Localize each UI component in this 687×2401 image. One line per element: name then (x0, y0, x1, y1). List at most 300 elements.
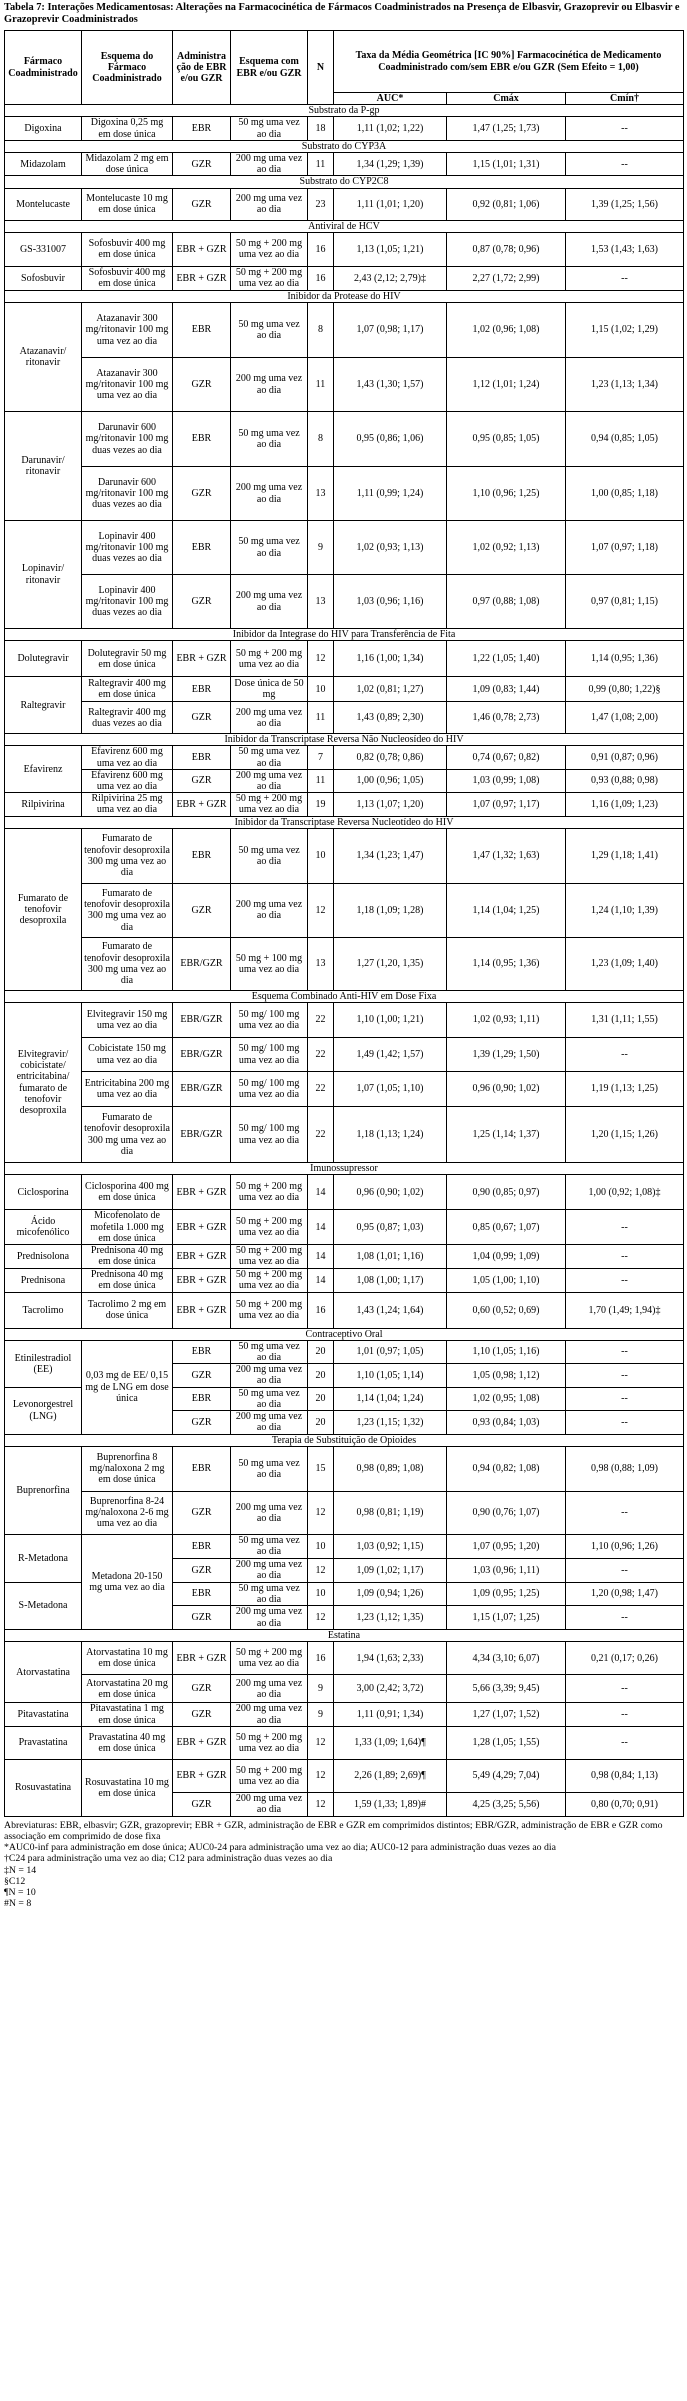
cell-ebr-regimen: 200 mg uma vez ao dia (231, 575, 308, 629)
cell-admin: GZR (173, 1491, 231, 1534)
cell-admin: GZR (173, 1703, 231, 1726)
section-header: Inibidor da Protease do HIV (5, 290, 684, 302)
table-row (5, 793, 684, 816)
cell-admin: EBR + GZR (173, 1642, 231, 1675)
section-header: Inibidor da Transcriptase Reversa Nucleotídeo do HIV (5, 816, 684, 828)
cell-drug: Atorvastatina (5, 1642, 82, 1703)
cell-regimen: Prednisona 40 mg em dose única (82, 1268, 173, 1292)
cell-n: 11 (308, 358, 334, 412)
cell-drug: Digoxina (5, 117, 82, 140)
cell-admin: GZR (173, 575, 231, 629)
cell-cmax: 0,74 (0,67; 0,82) (447, 746, 566, 769)
cell-ebr-regimen: 200 mg uma vez ao dia (231, 1558, 308, 1582)
cell-n: 22 (308, 1003, 334, 1038)
cell-n: 12 (308, 641, 334, 677)
cell-auc: 2,43 (2,12; 2,79)‡ (334, 266, 447, 290)
cell-regimen: Fumarato de tenofovir desoproxila 300 mg uma vez ao dia (82, 937, 173, 990)
cell-n: 12 (308, 1726, 334, 1759)
cell-auc: 1,13 (1,07; 1,20) (334, 793, 447, 816)
cell-auc: 1,11 (1,02; 1,22) (334, 117, 447, 140)
table-row (5, 1175, 684, 1210)
cell-n: 7 (308, 746, 334, 769)
cell-n: 22 (308, 1038, 334, 1072)
cell-drug: Buprenorfina (5, 1446, 82, 1534)
cell-cmin: -- (566, 1726, 684, 1759)
cell-ebr-regimen: 200 mg uma vez ao dia (231, 1792, 308, 1816)
cell-regimen: Buprenorfina 8-24 mg/naloxona 2-6 mg uma vez ao dia (82, 1491, 173, 1534)
header-ebr-regimen: Esquema com EBR e/ou GZR (231, 31, 308, 105)
header-regimen: Esquema do Fármaco Coadministrado (82, 31, 173, 105)
cell-cmax: 0,93 (0,84; 1,03) (447, 1411, 566, 1434)
document-page (4, 0, 683, 1909)
cell-cmin: -- (566, 117, 684, 140)
cell-admin: EBR (173, 303, 231, 358)
cell-admin: EBR + GZR (173, 1210, 231, 1245)
cell-auc: 1,18 (1,09; 1,28) (334, 883, 447, 937)
table-row (5, 937, 684, 990)
cell-drug: S-Metadona (5, 1582, 82, 1629)
cell-ebr-regimen: 50 mg + 200 mg uma vez ao dia (231, 1210, 308, 1245)
cell-admin: EBR + GZR (173, 1175, 231, 1210)
footnote: ¶N = 10 (4, 1886, 36, 1898)
cell-cmax: 1,28 (1,05; 1,55) (447, 1726, 566, 1759)
cell-cmax: 1,05 (1,00; 1,10) (447, 1268, 566, 1292)
cell-admin: EBR (173, 117, 231, 140)
cell-auc: 0,82 (0,78; 0,86) (334, 746, 447, 769)
cell-drug: Elvitegravir/ cobicistate/ entricitabina/ fumarato de tenofovir desoproxila (5, 1003, 82, 1163)
cell-n: 20 (308, 1387, 334, 1410)
cell-ebr-regimen: 50 mg uma vez ao dia (231, 521, 308, 575)
cell-drug: GS-331007 (5, 232, 82, 266)
cell-cmax: 1,39 (1,29; 1,50) (447, 1038, 566, 1072)
cell-ebr-regimen: 50 mg + 200 mg uma vez ao dia (231, 1245, 308, 1268)
cell-cmax: 1,14 (1,04; 1,25) (447, 883, 566, 937)
cell-cmin: 1,16 (1,09; 1,23) (566, 793, 684, 816)
cell-ebr-regimen: 50 mg + 200 mg uma vez ao dia (231, 266, 308, 290)
cell-admin: EBR (173, 677, 231, 702)
cell-ebr-regimen: 200 mg uma vez ao dia (231, 883, 308, 937)
cell-n: 9 (308, 521, 334, 575)
cell-auc: 1,02 (0,81; 1,27) (334, 677, 447, 702)
cell-regimen: Atorvastatina 10 mg em dose única (82, 1642, 173, 1675)
cell-auc: 0,95 (0,86; 1,06) (334, 412, 447, 467)
cell-cmin: 1,10 (0,96; 1,26) (566, 1534, 684, 1558)
table-row (5, 1268, 684, 1292)
cell-cmin: 1,70 (1,49; 1,94)‡ (566, 1292, 684, 1328)
cell-auc: 1,16 (1,00; 1,34) (334, 641, 447, 677)
section-header: Terapia de Substituição de Opioides (5, 1434, 684, 1446)
cell-cmin: 1,14 (0,95; 1,36) (566, 641, 684, 677)
cell-ebr-regimen: 50 mg/ 100 mg uma vez ao dia (231, 1038, 308, 1072)
table-row (5, 1703, 684, 1726)
cell-n: 16 (308, 232, 334, 266)
table-row (5, 1210, 684, 1245)
cell-ebr-regimen: 50 mg + 200 mg uma vez ao dia (231, 641, 308, 677)
cell-drug: Pravastatina (5, 1726, 82, 1759)
cell-admin: EBR + GZR (173, 793, 231, 816)
cell-ebr-regimen: 200 mg uma vez ao dia (231, 153, 308, 176)
cell-regimen: Montelucaste 10 mg em dose única (82, 188, 173, 220)
cell-admin: EBR/GZR (173, 1107, 231, 1163)
cell-cmin: -- (566, 1491, 684, 1534)
cell-n: 9 (308, 1703, 334, 1726)
cell-auc: 1,11 (0,99; 1,24) (334, 467, 447, 521)
table-row (5, 1245, 684, 1268)
cell-n: 12 (308, 1491, 334, 1534)
cell-regimen: Atazanavir 300 mg/ritonavir 100 mg uma vez ao dia (82, 358, 173, 412)
cell-admin: EBR + GZR (173, 1759, 231, 1792)
cell-cmax: 1,12 (1,01; 1,24) (447, 358, 566, 412)
cell-auc: 0,96 (0,90; 1,02) (334, 1175, 447, 1210)
cell-auc: 3,00 (2,42; 3,72) (334, 1675, 447, 1703)
cell-cmin: 0,80 (0,70; 0,91) (566, 1792, 684, 1816)
cell-auc: 1,34 (1,23; 1,47) (334, 828, 447, 883)
cell-ebr-regimen: 200 mg uma vez ao dia (231, 1675, 308, 1703)
cell-auc: 1,94 (1,63; 2,33) (334, 1642, 447, 1675)
cell-drug: Levonorgestrel (LNG) (5, 1387, 82, 1434)
cell-auc: 0,95 (0,87; 1,03) (334, 1210, 447, 1245)
cell-regimen: Pravastatina 40 mg em dose única (82, 1726, 173, 1759)
cell-n: 19 (308, 793, 334, 816)
cell-regimen: Cobicistate 150 mg uma vez ao dia (82, 1038, 173, 1072)
cell-cmin: 1,29 (1,18; 1,41) (566, 828, 684, 883)
cell-auc: 1,11 (0,91; 1,34) (334, 1703, 447, 1726)
cell-admin: EBR + GZR (173, 641, 231, 677)
cell-auc: 1,09 (1,02; 1,17) (334, 1558, 447, 1582)
cell-drug: Montelucaste (5, 188, 82, 220)
footnote: Abreviaturas: EBR, elbasvir; GZR, grazoprevir; EBR + GZR, administração de EBR e GZR em comprimidos distintos; EBR/GZR, administração de EBR e GZR como associação em comprimido de dose fixa (4, 1819, 663, 1842)
cell-drug: Ciclosporina (5, 1175, 82, 1210)
cell-cmin: -- (566, 1340, 684, 1363)
cell-admin: GZR (173, 153, 231, 176)
cell-cmax: 1,02 (0,92; 1,13) (447, 521, 566, 575)
cell-admin: GZR (173, 1411, 231, 1434)
cell-cmax: 4,34 (3,10; 6,07) (447, 1642, 566, 1675)
header-cmin: Cmín† (566, 93, 684, 105)
cell-drug: Midazolam (5, 153, 82, 176)
cell-cmin: 1,47 (1,08; 2,00) (566, 702, 684, 734)
cell-cmin: 0,97 (0,81; 1,15) (566, 575, 684, 629)
cell-regimen: Rosuvastatina 10 mg em dose única (82, 1759, 173, 1816)
cell-n: 12 (308, 883, 334, 937)
cell-auc: 1,23 (1,12; 1,35) (334, 1606, 447, 1630)
cell-regimen: Buprenorfina 8 mg/naloxona 2 mg em dose única (82, 1446, 173, 1491)
cell-regimen: Atazanavir 300 mg/ritonavir 100 mg uma vez ao dia (82, 303, 173, 358)
cell-ebr-regimen: 200 mg uma vez ao dia (231, 358, 308, 412)
header-auc: AUC* (334, 93, 447, 105)
cell-n: 13 (308, 575, 334, 629)
cell-ebr-regimen: 50 mg + 200 mg uma vez ao dia (231, 1175, 308, 1210)
cell-cmin: 0,98 (0,88; 1,09) (566, 1446, 684, 1491)
cell-ebr-regimen: 50 mg uma vez ao dia (231, 746, 308, 769)
table-row (5, 702, 684, 734)
cell-admin: EBR (173, 1446, 231, 1491)
cell-cmin: 1,07 (0,97; 1,18) (566, 521, 684, 575)
cell-n: 22 (308, 1072, 334, 1107)
cell-regimen: Raltegravir 400 mg duas vezes ao dia (82, 702, 173, 734)
cell-ebr-regimen: 200 mg uma vez ao dia (231, 467, 308, 521)
cell-cmax: 0,95 (0,85; 1,05) (447, 412, 566, 467)
cell-cmax: 1,25 (1,14; 1,37) (447, 1107, 566, 1163)
cell-cmin: -- (566, 1387, 684, 1410)
table-row (5, 1491, 684, 1534)
cell-cmax: 1,07 (0,95; 1,20) (447, 1534, 566, 1558)
cell-ebr-regimen: 50 mg + 200 mg uma vez ao dia (231, 1292, 308, 1328)
cell-ebr-regimen: 200 mg uma vez ao dia (231, 769, 308, 792)
cell-admin: EBR/GZR (173, 1003, 231, 1038)
section-header: Imunossupressor (5, 1163, 684, 1175)
cell-ebr-regimen: 200 mg uma vez ao dia (231, 1364, 308, 1387)
cell-cmin: 1,23 (1,09; 1,40) (566, 937, 684, 990)
cell-auc: 1,59 (1,33; 1,89)# (334, 1792, 447, 1816)
cell-cmin: -- (566, 1245, 684, 1268)
interaction-table (4, 30, 684, 1817)
footnote: ‡N = 14 (4, 1864, 37, 1876)
header-cmax: Cmáx (447, 93, 566, 105)
cell-admin: GZR (173, 188, 231, 220)
cell-cmin: -- (566, 153, 684, 176)
table-row (5, 1726, 684, 1759)
cell-admin: EBR (173, 1340, 231, 1363)
cell-auc: 1,27 (1,20, 1,35) (334, 937, 447, 990)
section-header: Esquema Combinado Anti-HIV em Dose Fixa (5, 990, 684, 1002)
cell-cmin: 1,53 (1,43; 1,63) (566, 232, 684, 266)
cell-drug: Efavirenz (5, 746, 82, 793)
table-row (5, 1534, 684, 1558)
cell-cmax: 4,25 (3,25; 5,56) (447, 1792, 566, 1816)
cell-admin: EBR (173, 746, 231, 769)
section-header: Substrato do CYP3A (5, 140, 684, 152)
cell-cmin: 1,20 (0,98; 1,47) (566, 1582, 684, 1605)
cell-admin: GZR (173, 467, 231, 521)
cell-auc: 1,03 (0,96; 1,16) (334, 575, 447, 629)
cell-drug: Raltegravir (5, 677, 82, 734)
section-header: Antiviral de HCV (5, 220, 684, 232)
cell-ebr-regimen: 50 mg uma vez ao dia (231, 1446, 308, 1491)
cell-cmax: 0,94 (0,82; 1,08) (447, 1446, 566, 1491)
cell-cmin: -- (566, 1675, 684, 1703)
cell-auc: 1,13 (1,05; 1,21) (334, 232, 447, 266)
cell-admin: EBR + GZR (173, 1245, 231, 1268)
cell-cmax: 1,15 (1,01; 1,31) (447, 153, 566, 176)
cell-regimen: Darunavir 600 mg/ritonavir 100 mg duas vezes ao dia (82, 467, 173, 521)
cell-n: 13 (308, 937, 334, 990)
table-row (5, 641, 684, 677)
cell-cmin: 1,23 (1,13; 1,34) (566, 358, 684, 412)
cell-cmax: 1,05 (0,98; 1,12) (447, 1364, 566, 1387)
cell-regimen: Atorvastatina 20 mg em dose única (82, 1675, 173, 1703)
table-row (5, 1446, 684, 1491)
cell-cmin: -- (566, 1558, 684, 1582)
cell-regimen: Fumarato de tenofovir desoproxila 300 mg uma vez ao dia (82, 828, 173, 883)
cell-ebr-regimen: 50 mg uma vez ao dia (231, 1340, 308, 1363)
cell-ebr-regimen: 200 mg uma vez ao dia (231, 702, 308, 734)
cell-regimen: Sofosbuvir 400 mg em dose única (82, 266, 173, 290)
cell-cmin: 1,15 (1,02; 1,29) (566, 303, 684, 358)
section-header: Estatina (5, 1630, 684, 1642)
cell-admin: GZR (173, 1675, 231, 1703)
cell-cmax: 1,03 (0,99; 1,08) (447, 769, 566, 792)
footnote: †C24 para administração uma vez ao dia; C12 para administração duas vezes ao dia (4, 1853, 333, 1865)
cell-auc: 1,14 (1,04; 1,24) (334, 1387, 447, 1410)
table-row (5, 1759, 684, 1792)
table-row (5, 677, 684, 702)
cell-admin: EBR/GZR (173, 1072, 231, 1107)
cell-cmin: 1,31 (1,11; 1,55) (566, 1003, 684, 1038)
cell-cmax: 1,03 (0,96; 1,11) (447, 1558, 566, 1582)
cell-cmin: -- (566, 1411, 684, 1434)
cell-n: 16 (308, 266, 334, 290)
cell-ebr-regimen: 200 mg uma vez ao dia (231, 188, 308, 220)
cell-n: 10 (308, 677, 334, 702)
cell-regimen: Prednisona 40 mg em dose única (82, 1245, 173, 1268)
cell-cmax: 0,97 (0,88; 1,08) (447, 575, 566, 629)
cell-auc: 1,10 (1,05; 1,14) (334, 1364, 447, 1387)
cell-ebr-regimen: 50 mg + 200 mg uma vez ao dia (231, 793, 308, 816)
cell-auc: 2,26 (1,89; 2,69)¶ (334, 1759, 447, 1792)
cell-n: 11 (308, 769, 334, 792)
table-row (5, 746, 684, 769)
table-row (5, 1038, 684, 1072)
table-row (5, 769, 684, 792)
table-body (5, 105, 684, 1817)
cell-n: 12 (308, 1792, 334, 1816)
cell-n: 15 (308, 1446, 334, 1491)
table-row (5, 883, 684, 937)
cell-n: 11 (308, 702, 334, 734)
cell-drug: Prednisolona (5, 1245, 82, 1268)
cell-drug: Tacrolimo (5, 1292, 82, 1328)
cell-admin: EBR (173, 1534, 231, 1558)
table-row (5, 1340, 684, 1363)
cell-n: 9 (308, 1675, 334, 1703)
cell-n: 12 (308, 1606, 334, 1630)
table-row (5, 412, 684, 467)
cell-cmax: 0,87 (0,78; 0,96) (447, 232, 566, 266)
cell-n: 14 (308, 1175, 334, 1210)
table-row (5, 117, 684, 140)
cell-regimen: Darunavir 600 mg/ritonavir 100 mg duas vezes ao dia (82, 412, 173, 467)
cell-admin: EBR/GZR (173, 1038, 231, 1072)
cell-regimen: Efavirenz 600 mg uma vez ao dia (82, 769, 173, 792)
cell-ebr-regimen: 50 mg + 100 mg uma vez ao dia (231, 937, 308, 990)
cell-drug: Rilpivirina (5, 793, 82, 816)
cell-n: 20 (308, 1364, 334, 1387)
cell-auc: 1,02 (0,93; 1,13) (334, 521, 447, 575)
cell-n: 20 (308, 1411, 334, 1434)
cell-ebr-regimen: 50 mg/ 100 mg uma vez ao dia (231, 1072, 308, 1107)
cell-n: 23 (308, 188, 334, 220)
cell-admin: GZR (173, 769, 231, 792)
cell-n: 20 (308, 1340, 334, 1363)
cell-n: 14 (308, 1210, 334, 1245)
cell-drug: Pitavastatina (5, 1703, 82, 1726)
table-title: Tabela 7: Interações Medicamentosas: Alterações na Farmacocinética de Fármacos Coadministrados na Presença de Elbasvir, Grazoprevir ou Elbasvir e Grazoprevir Coadministrados (4, 2, 680, 26)
cell-cmin: 0,98 (0,84; 1,13) (566, 1759, 684, 1792)
cell-cmin: -- (566, 1038, 684, 1072)
cell-admin: GZR (173, 883, 231, 937)
cell-n: 12 (308, 1558, 334, 1582)
cell-regimen: Pitavastatina 1 mg em dose única (82, 1703, 173, 1726)
table-row (5, 358, 684, 412)
cell-auc: 1,34 (1,29; 1,39) (334, 153, 447, 176)
cell-regimen: Digoxina 0,25 mg em dose única (82, 117, 173, 140)
cell-cmin: 0,21 (0,17; 0,26) (566, 1642, 684, 1675)
cell-ebr-regimen: 50 mg uma vez ao dia (231, 303, 308, 358)
cell-ebr-regimen: 50 mg/ 100 mg uma vez ao dia (231, 1107, 308, 1163)
cell-cmax: 1,10 (1,05; 1,16) (447, 1340, 566, 1363)
cell-ebr-regimen: 200 mg uma vez ao dia (231, 1606, 308, 1630)
cell-cmax: 1,07 (0,97; 1,17) (447, 793, 566, 816)
cell-n: 12 (308, 1759, 334, 1792)
cell-auc: 1,08 (1,01; 1,16) (334, 1245, 447, 1268)
cell-cmin: 0,99 (0,80; 1,22)§ (566, 677, 684, 702)
cell-admin: EBR (173, 412, 231, 467)
cell-cmin: 1,00 (0,85; 1,18) (566, 467, 684, 521)
cell-regimen: 0,03 mg de EE/ 0,15 mg de LNG em dose única (82, 1340, 173, 1434)
cell-n: 14 (308, 1268, 334, 1292)
cell-cmin: -- (566, 266, 684, 290)
cell-cmax: 1,14 (0,95; 1,36) (447, 937, 566, 990)
cell-auc: 1,49 (1,42; 1,57) (334, 1038, 447, 1072)
cell-cmax: 1,10 (0,96; 1,25) (447, 467, 566, 521)
cell-auc: 0,98 (0,89; 1,08) (334, 1446, 447, 1491)
footnote: *AUC0-inf para administração em dose única; AUC0-24 para administração uma vez ao dia; AUC0-12 para administração duas vezes ao dia (4, 1842, 556, 1854)
cell-cmin: 1,19 (1,13; 1,25) (566, 1072, 684, 1107)
cell-auc: 1,07 (1,05; 1,10) (334, 1072, 447, 1107)
cell-cmin: -- (566, 1364, 684, 1387)
cell-cmax: 1,27 (1,07; 1,52) (447, 1703, 566, 1726)
cell-admin: GZR (173, 1364, 231, 1387)
cell-regimen: Ciclosporina 400 mg em dose única (82, 1175, 173, 1210)
cell-regimen: Micofenolato de mofetila 1.000 mg em dose única (82, 1210, 173, 1245)
cell-admin: EBR (173, 521, 231, 575)
table-row (5, 188, 684, 220)
cell-drug: Atazanavir/ ritonavir (5, 303, 82, 412)
cell-auc: 1,33 (1,09; 1,64)¶ (334, 1726, 447, 1759)
cell-cmax: 1,46 (0,78; 2,73) (447, 702, 566, 734)
cell-admin: EBR/GZR (173, 937, 231, 990)
cell-n: 8 (308, 412, 334, 467)
cell-drug: Etinilestradiol (EE) (5, 1340, 82, 1387)
cell-regimen: Elvitegravir 150 mg uma vez ao dia (82, 1003, 173, 1038)
cell-cmax: 1,09 (0,95; 1,25) (447, 1582, 566, 1605)
cell-regimen: Lopinavir 400 mg/ritonavir 100 mg duas vezes ao dia (82, 521, 173, 575)
table-row (5, 153, 684, 176)
cell-auc: 0,98 (0,81; 1,19) (334, 1491, 447, 1534)
cell-admin: EBR + GZR (173, 232, 231, 266)
cell-ebr-regimen: 50 mg + 200 mg uma vez ao dia (231, 1759, 308, 1792)
cell-cmin: 1,00 (0,92; 1,08)‡ (566, 1175, 684, 1210)
cell-n: 22 (308, 1107, 334, 1163)
cell-cmax: 0,85 (0,67; 1,07) (447, 1210, 566, 1245)
cell-n: 13 (308, 467, 334, 521)
cell-ebr-regimen: 50 mg uma vez ao dia (231, 412, 308, 467)
table-row (5, 467, 684, 521)
cell-auc: 1,23 (1,15; 1,32) (334, 1411, 447, 1434)
cell-drug: R-Metadona (5, 1534, 82, 1582)
cell-ebr-regimen: 50 mg/ 100 mg uma vez ao dia (231, 1003, 308, 1038)
cell-admin: EBR + GZR (173, 266, 231, 290)
cell-admin: EBR + GZR (173, 1726, 231, 1759)
cell-regimen: Raltegravir 400 mg em dose única (82, 677, 173, 702)
cell-auc: 1,07 (0,98; 1,17) (334, 303, 447, 358)
cell-regimen: Fumarato de tenofovir desoproxila 300 mg uma vez ao dia (82, 883, 173, 937)
footnote: §C12 (4, 1875, 26, 1887)
cell-auc: 1,08 (1,00; 1,17) (334, 1268, 447, 1292)
cell-n: 8 (308, 303, 334, 358)
header-admin: Administração de EBR e/ou GZR (173, 31, 231, 105)
